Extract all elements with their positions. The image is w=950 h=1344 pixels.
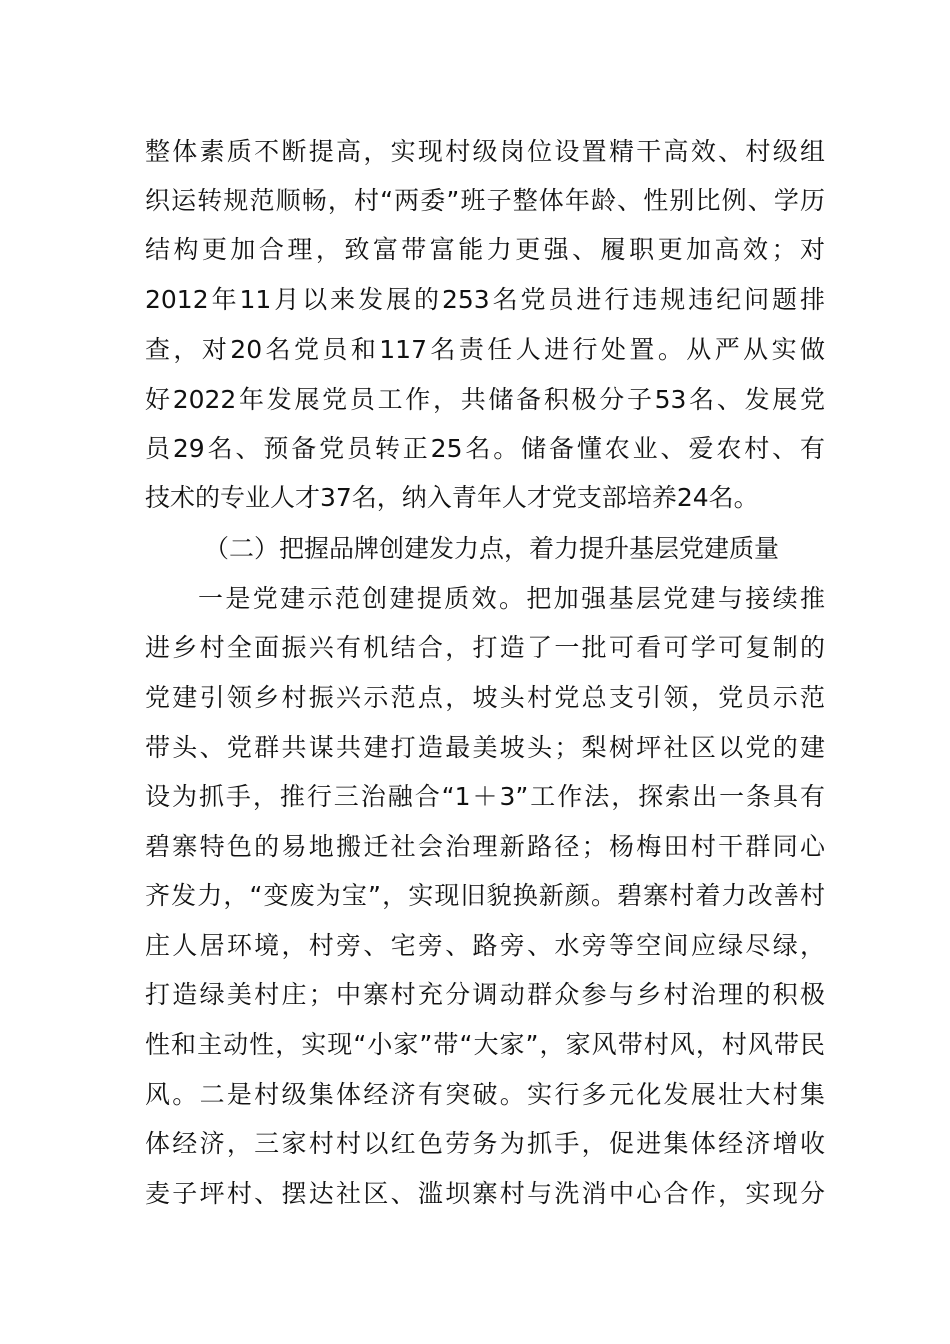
- text-line: 进乡村全面振兴有机结合，打造了一批可看可学可复制的: [145, 633, 825, 662]
- text-line: 查，对20名党员和117名责任人进行处置。从严从实做: [145, 335, 825, 364]
- text-line: 带头、党群共谋共建打造最美坡头；梨树坪社区以党的建: [145, 733, 825, 762]
- text-line: 员29名、预备党员转正25名。储备懂农业、爱农村、有: [145, 434, 825, 463]
- text-line: 2012年11月以来发展的253名党员进行违规违纪问题排: [145, 285, 825, 314]
- text-line: 麦子坪村、摆达社区、滥坝寨村与洗消中心合作，实现分: [145, 1179, 825, 1208]
- text-line: 庄人居环境，村旁、宅旁、路旁、水旁等空间应绿尽绿，: [145, 931, 825, 960]
- text-line: 碧寨特色的易地搬迁社会治理新路径；杨梅田村干群同心: [145, 832, 825, 861]
- text-line: 织运转规范顺畅，村“两委”班子整体年龄、性别比例、学历: [145, 186, 825, 215]
- text-line: 齐发力，“变废为宝”，实现旧貌换新颜。碧寨村着力改善村: [145, 881, 825, 910]
- section-heading: （二）把握品牌创建发力点，着力提升基层党建质量: [204, 534, 780, 563]
- text-line: 好2022年发展党员工作，共储备积极分子53名、发展党: [145, 385, 825, 414]
- text-line: 性和主动性，实现“小家”带“大家”，家风带村风，村风带民: [145, 1030, 825, 1059]
- text-line: 技术的专业人才37名，纳入青年人才党支部培养24名。: [145, 483, 759, 512]
- text-line: 风。二是村级集体经济有突破。实行多元化发展壮大村集: [145, 1080, 825, 1109]
- text-line: 党建引领乡村振兴示范点，坡头村党总支引领，党员示范: [145, 683, 825, 712]
- text-line: 一是党建示范创建提质效。把加强基层党建与接续推: [198, 584, 825, 613]
- text-line: 打造绿美村庄；中寨村充分调动群众参与乡村治理的积极: [145, 980, 825, 1009]
- text-line: 结构更加合理，致富带富能力更强、履职更加高效；对: [145, 235, 825, 264]
- text-line: 整体素质不断提高，实现村级岗位设置精干高效、村级组: [145, 137, 825, 166]
- text-line: 设为抓手，推行三治融合“1＋3”工作法，探索出一条具有: [145, 782, 825, 811]
- text-line: 体经济，三家村村以红色劳务为抓手，促进集体经济增收: [145, 1129, 825, 1158]
